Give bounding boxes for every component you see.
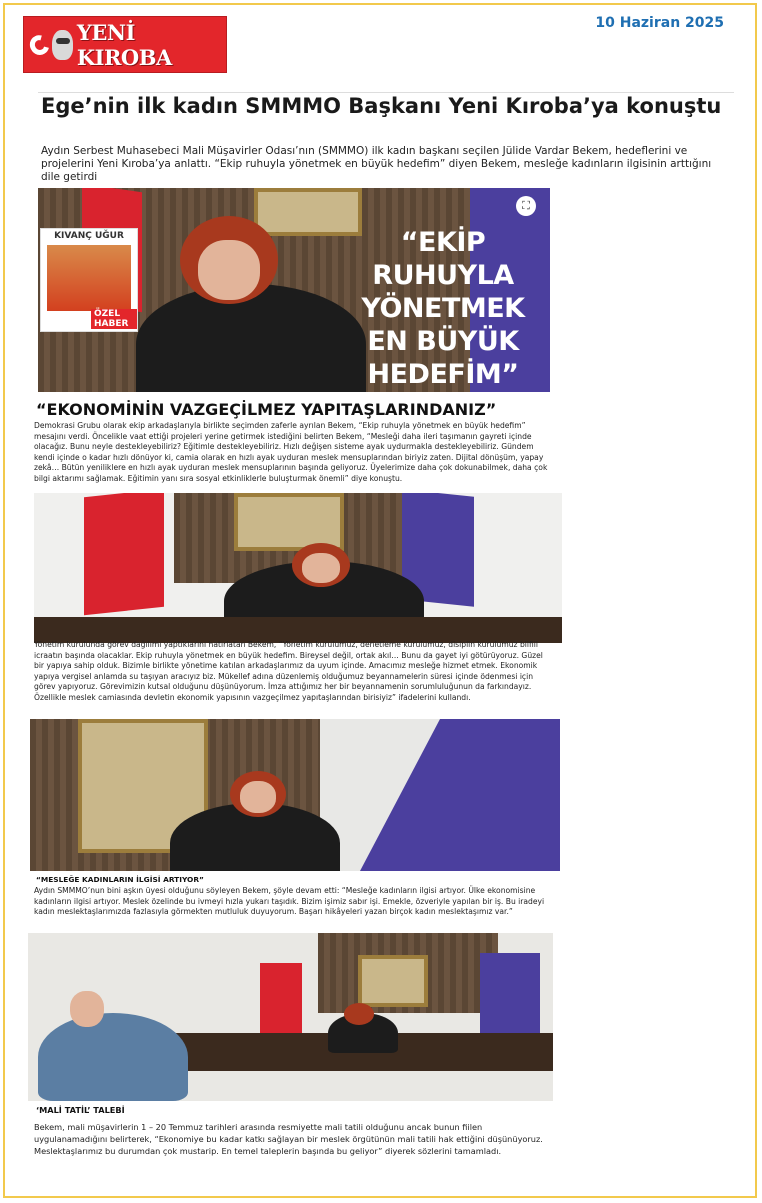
wall-portrait [358, 955, 428, 1007]
hero-quote [358, 226, 528, 391]
hero-quote-line: YÖNETMEK [361, 293, 525, 324]
hero-quote-line: “EKİP [400, 227, 486, 258]
chamber-flag [360, 719, 560, 871]
hero-quote-line: EN BÜYÜK [367, 326, 519, 357]
turkish-flag [84, 493, 164, 615]
hero-quote-line: RUHUYLA [372, 260, 514, 291]
office-photo[interactable] [34, 493, 562, 643]
newspaper-logo[interactable] [23, 16, 227, 73]
section-title: ‘MALİ TATİL’ TALEBİ [36, 1105, 125, 1115]
wall-portrait [234, 493, 344, 551]
turkish-flag [260, 963, 302, 1035]
section-title: “EKONOMİNİN VAZGEÇİLMEZ YAPITAŞLARINDANIZ” [36, 400, 497, 419]
section-text: Bekem, mali müşavirlerin 1 – 20 Temmuz tarihleri arasında resmiyette mali tatili olduğunu ancak bunun fiilen uygulanamadığını belirterek, “Ekonomiye bu kadar katkı sağlayan bir meslek örgütünün mali tatili hak ettiğini düşünüyoruz. Meslektaşlarımız bu durumdan çok mustarip. En temel taleplerin başında bu geliyor” diyerek sözlerini tamamladı. [34, 1122, 543, 1156]
meeting-photo[interactable] [28, 933, 553, 1101]
section-text: Aydın SMMMO’nun bini aşkın üyesi olduğunu söyleyen Bekem, şöyle devam etti: “Mesleğe kadınların ilgisi artıyor. Ülke ekonomisine kadınların ilgisi artıyor. Meslek özelinde bu ivmeyi hızla yukarı taşıdık. Bizim işimiz sabır işi. Emekle, özveriyle yapılan bir iş. Bu iradeyi kadın meslektaşlarımızda fazlasıyla görmekten mutluluk duyuyorum. Başarı hikâyeleri yazan birçok kadın meslektaşımız var.” [34, 886, 545, 917]
chamber-flag [480, 953, 540, 1033]
person-figure [136, 284, 366, 392]
reporter-name: KIVANÇ UĞUR [54, 231, 124, 241]
logo-text: YENİ KIROBA [76, 19, 172, 70]
wall-portrait [254, 188, 362, 236]
publication-date: 10 Haziran 2025 [595, 15, 724, 31]
crescent-icon [26, 31, 53, 58]
person-face [302, 553, 340, 583]
person-hair [344, 1003, 374, 1025]
expand-icon[interactable]: ⛶ [516, 196, 536, 216]
article-lead: Aydın Serbest Muhasebeci Mali Müşavirler Odası’nın (SMMMO) ilk kadın başkanı seçilen Jülide Vardar Bekem, hedeflerini ve projelerini Yeni Kıroba’ya anlattı. “Ekip ruhuyla yönetmek en büyük hedefim” diyen Bekem, mesleğe kadınların ilgisinin arttığını dile getirdi [41, 145, 712, 183]
reporter-inset [40, 228, 138, 332]
guest-figure [38, 1013, 188, 1101]
section-text: Demokrasi Grubu olarak ekip arkadaşlarıyla birlikte seçimden zaferle ayrılan Bekem, “Ekip ruhuyla yönetmek en büyük hedefim” mesajını verdi. Öncelikle vaat ettiği projeleri yerine getirmek istediğini belirten Bekem, “Mesleği daha ileri taşımanın gayreti içinde olacağız. Bunu neyle destekleyebiliriz? Eğitimle destekleyebiliriz. Hızlı değişen sisteme ayak uydurmakla destekleyebiliriz. Gündem kendi içinde o kadar hızlı dönüyor ki, camia olarak en hızlı ayak uyduran meslek mensuplarından biriyiz zaten. Dijital dönüşüm, yapay zekâ… Bütün yeniliklere en hızlı ayak uyduran meslek mensuplarının başında geliyoruz. Üyelerimize daha çok dokunabilmek, daha çok bilgi aktarımı sağlamak. Eğitimin yanı sıra sosyal etkinliklerle buluşturmak önemli” diye konuştu. [34, 421, 548, 483]
portrait-photo[interactable] [30, 719, 560, 871]
portrait-icon [52, 30, 73, 60]
person-face [198, 240, 260, 300]
header-divider [38, 92, 734, 93]
article-headline: Ege’nin ilk kadın SMMMO Başkanı Yeni Kıroba’ya konuştu [41, 94, 722, 118]
section-text: Yönetim kurulunda görev dağılımı yaptıklarını hatırlatan Bekem, “Yönetim kurulumuz, denetleme kurulumuz, disiplin kurulumuz bilfiil icraatın başında olacaklar. Ekip ruhuyla yönetmek en büyük hedefim. Bireysel değil, ortak akıl… Bunu da gayet iyi götürüyoruz. Güzel bir yapıya sahip olduk. Bizimle birlikte yönetime katılan arkadaşlarımız da uyum içinde. Amacımız mesleğe hizmet etmek. Ekonomik yapıya vergisel anlamda su taşıyan aracıyız biz. Mükellef adına düzenlemiş olduğumuz beyannamelerin süresi içinde ödenmesi için görev yapıyoruz. Görevimizin kutsal olduğunu düşünüyorum. İmza attığımız her bir beyannamenin sorumluluğunun da farkındayız. Özellikle meslek camiasında devletin ekonomik yapısının vazgeçilmez yapıtaşlarından birisiyiz” ifadelerini kullandı. [34, 640, 543, 702]
reporter-photo [47, 245, 131, 311]
guest-face [70, 991, 104, 1027]
reporter-tag: ÖZEL HABER [91, 309, 137, 329]
person-face [240, 781, 276, 813]
section-title: “MESLEĞE KADINLARIN İLGİSİ ARTIYOR” [36, 875, 204, 884]
hero-quote-line: HEDEFİM” [367, 359, 519, 390]
